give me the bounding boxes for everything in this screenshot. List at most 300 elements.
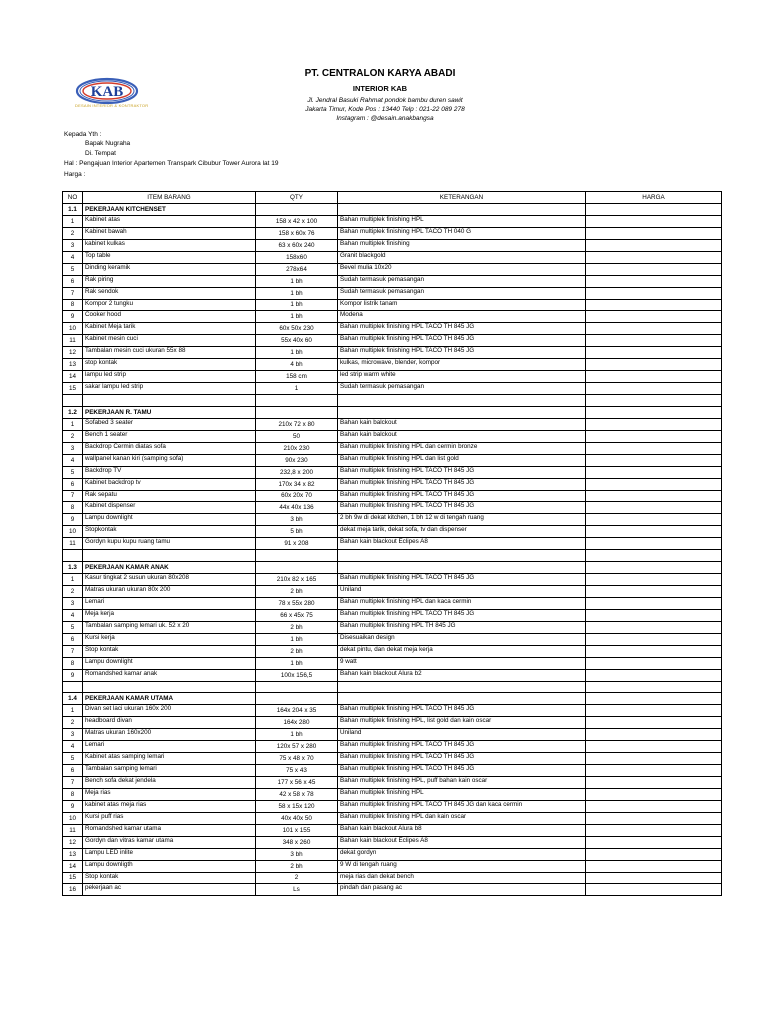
table-row bbox=[63, 657, 722, 669]
row-number: 10 bbox=[63, 812, 83, 824]
item-qty: Ls bbox=[256, 884, 338, 896]
item-keterangan: Bahan multiplek finishing HPL dan kain oscar bbox=[338, 812, 586, 824]
item-name: wallpanel kanan kiri (samping sofa) bbox=[83, 454, 256, 466]
row-number: 5 bbox=[63, 263, 83, 275]
table-row bbox=[63, 490, 722, 502]
item-name: Kompor 2 tungku bbox=[83, 299, 256, 311]
row-number: 9 bbox=[63, 800, 83, 812]
item-qty: 42 x 58 x 78 bbox=[256, 788, 338, 800]
item-harga bbox=[586, 777, 722, 789]
item-keterangan: Bahan kain balckout bbox=[338, 418, 586, 430]
item-name: Lemari bbox=[83, 741, 256, 753]
item-qty: 164x 280 bbox=[256, 717, 338, 729]
item-name: Meja rias bbox=[83, 788, 256, 800]
table-row bbox=[63, 777, 722, 789]
table-row bbox=[63, 609, 722, 621]
address-line: Jl. Jendral Basuki Rahmat pondok bambu duren sawit bbox=[307, 97, 463, 104]
item-name: Top table bbox=[83, 251, 256, 263]
item-qty: 66 x 45x 75 bbox=[256, 609, 338, 621]
section-number: 1.4 bbox=[63, 693, 83, 705]
row-number: 8 bbox=[63, 502, 83, 514]
item-qty: 1 bh bbox=[256, 287, 338, 299]
svg-text:KAB: KAB bbox=[90, 84, 124, 100]
item-qty: 40x 40x 50 bbox=[256, 812, 338, 824]
item-harga bbox=[586, 800, 722, 812]
table-row bbox=[63, 848, 722, 860]
item-keterangan: Bahan multiplek finishing HPL TACO TH 845 JG dan kaca cermin bbox=[338, 800, 586, 812]
row-number: 3 bbox=[63, 729, 83, 741]
item-qty: 1 bh bbox=[256, 633, 338, 645]
item-harga bbox=[586, 239, 722, 251]
row-number: 5 bbox=[63, 466, 83, 478]
col-header-harga: HARGA bbox=[586, 192, 722, 204]
item-name: stop kontak bbox=[83, 359, 256, 371]
row-number: 4 bbox=[63, 454, 83, 466]
row-number: 10 bbox=[63, 526, 83, 538]
item-keterangan: Bevel mulia 10x20 bbox=[338, 263, 586, 275]
row-number: 9 bbox=[63, 514, 83, 526]
row-number: 8 bbox=[63, 299, 83, 311]
table-row bbox=[63, 263, 722, 275]
row-number: 4 bbox=[63, 251, 83, 263]
table-row bbox=[63, 538, 722, 550]
item-keterangan: Bahan multiplek finishing HPL TACO TH 845 JG bbox=[338, 490, 586, 502]
row-number: 15 bbox=[63, 383, 83, 395]
item-name: Tambalan samping lemari bbox=[83, 765, 256, 777]
table-row bbox=[63, 418, 722, 430]
item-harga bbox=[586, 418, 722, 430]
table-row bbox=[63, 884, 722, 896]
empty-cell bbox=[256, 681, 338, 693]
item-name: Kabinet dispenser bbox=[83, 502, 256, 514]
table-row bbox=[63, 275, 722, 287]
item-keterangan: Bahan multiplek finishing HPL TACO TH 845 JG bbox=[338, 335, 586, 347]
item-harga bbox=[586, 347, 722, 359]
row-number: 15 bbox=[63, 872, 83, 884]
item-harga bbox=[586, 371, 722, 383]
item-name: Tambalan samping lemari uk. 52 x 20 bbox=[83, 621, 256, 633]
item-name: Kasur tingkat 2 susun ukuran 80x208 bbox=[83, 574, 256, 586]
item-qty: 63 x 60x 240 bbox=[256, 239, 338, 251]
item-keterangan: 9 W di tengah ruang bbox=[338, 860, 586, 872]
item-harga bbox=[586, 574, 722, 586]
table-row bbox=[63, 788, 722, 800]
section-row bbox=[63, 204, 722, 216]
item-harga bbox=[586, 765, 722, 777]
item-harga bbox=[586, 251, 722, 263]
table-row bbox=[63, 239, 722, 251]
item-name: Romandshed kamar utama bbox=[83, 824, 256, 836]
item-qty: 170x 34 x 82 bbox=[256, 478, 338, 490]
table-row bbox=[63, 251, 722, 263]
item-keterangan: dekat gordyn bbox=[338, 848, 586, 860]
item-name: Bench 1 seater bbox=[83, 430, 256, 442]
section-title: PEKERJAAN KAMAR ANAK bbox=[83, 562, 256, 574]
row-number: 8 bbox=[63, 788, 83, 800]
table-row bbox=[63, 741, 722, 753]
item-name: Kabinet atas samping lemari bbox=[83, 753, 256, 765]
instagram-line: Instagram : @desain.anakbangsa bbox=[336, 115, 434, 122]
item-qty: 120x 57 x 280 bbox=[256, 741, 338, 753]
item-keterangan: Bahan multiplek finishing HPL TH 845 JG bbox=[338, 621, 586, 633]
item-harga bbox=[586, 860, 722, 872]
row-number: 11 bbox=[63, 824, 83, 836]
row-number: 6 bbox=[63, 633, 83, 645]
table-header-row bbox=[63, 192, 722, 204]
row-number: 5 bbox=[63, 753, 83, 765]
item-qty: 232,8 x 200 bbox=[256, 466, 338, 478]
row-number: 3 bbox=[63, 597, 83, 609]
item-qty: 1 bh bbox=[256, 657, 338, 669]
section-number: 1.2 bbox=[63, 406, 83, 418]
item-harga bbox=[586, 335, 722, 347]
item-keterangan: Bahan multiplek finishing HPL TACO TH 845 JG bbox=[338, 502, 586, 514]
item-qty: 158 cm bbox=[256, 371, 338, 383]
table-row bbox=[63, 705, 722, 717]
item-name: Lampu downlight bbox=[83, 514, 256, 526]
empty-cell bbox=[338, 395, 586, 407]
empty-cell bbox=[63, 550, 83, 562]
table-row bbox=[63, 765, 722, 777]
spacer-row bbox=[63, 550, 722, 562]
item-name: Backdrop Cermin diatas sofa bbox=[83, 442, 256, 454]
item-harga bbox=[586, 848, 722, 860]
item-keterangan: Disesuaikan design bbox=[338, 633, 586, 645]
item-harga bbox=[586, 526, 722, 538]
row-number: 11 bbox=[63, 335, 83, 347]
item-harga bbox=[586, 621, 722, 633]
item-name: Rak sepatu bbox=[83, 490, 256, 502]
harga-cell bbox=[586, 562, 722, 574]
table-row bbox=[63, 383, 722, 395]
item-keterangan: Uniland bbox=[338, 729, 586, 741]
item-name: Rak piring bbox=[83, 275, 256, 287]
item-name: Stop kontak bbox=[83, 645, 256, 657]
item-name: Kabinet bawah bbox=[83, 227, 256, 239]
table-row bbox=[63, 311, 722, 323]
section-row bbox=[63, 562, 722, 574]
table-row bbox=[63, 359, 722, 371]
item-qty: 1 bh bbox=[256, 275, 338, 287]
row-number: 2 bbox=[63, 430, 83, 442]
item-name: Kabinet mesin cuci bbox=[83, 335, 256, 347]
item-harga bbox=[586, 645, 722, 657]
item-keterangan: Bahan multiplek finishing HPL TACO TH 845 JG bbox=[338, 466, 586, 478]
empty-cell bbox=[256, 395, 338, 407]
item-qty: 158x60 bbox=[256, 251, 338, 263]
item-name: sakar lampu led strip bbox=[83, 383, 256, 395]
item-qty: 101 x 155 bbox=[256, 824, 338, 836]
row-number: 13 bbox=[63, 848, 83, 860]
item-harga bbox=[586, 299, 722, 311]
table-row bbox=[63, 836, 722, 848]
table-row bbox=[63, 454, 722, 466]
row-number: 13 bbox=[63, 359, 83, 371]
table-row bbox=[63, 645, 722, 657]
item-keterangan: Bahan multiplek finishing HPL TACO TH 845 JG bbox=[338, 574, 586, 586]
table-row bbox=[63, 215, 722, 227]
item-keterangan: Modena bbox=[338, 311, 586, 323]
item-keterangan: Bahan multiplek finishing HPL TACO TH 845 JG bbox=[338, 741, 586, 753]
item-harga bbox=[586, 586, 722, 598]
item-harga bbox=[586, 215, 722, 227]
item-harga bbox=[586, 884, 722, 896]
item-keterangan: Sudah termasuk pemasangan bbox=[338, 287, 586, 299]
item-qty: 3 bh bbox=[256, 848, 338, 860]
item-harga bbox=[586, 657, 722, 669]
subject-line: Hal : Pengajuan Interior Apartemen Transpark Cibubur Tower Aurora lat 19 bbox=[64, 160, 279, 167]
item-harga bbox=[586, 824, 722, 836]
item-name: Matras ukuran 160x200 bbox=[83, 729, 256, 741]
item-qty: 50 bbox=[256, 430, 338, 442]
col-header-keterangan: KETERANGAN bbox=[338, 192, 586, 204]
item-harga bbox=[586, 705, 722, 717]
item-harga bbox=[586, 836, 722, 848]
item-qty: 78 x 55x 280 bbox=[256, 597, 338, 609]
row-number: 9 bbox=[63, 311, 83, 323]
table-row bbox=[63, 621, 722, 633]
spacer-row bbox=[63, 395, 722, 407]
table-row bbox=[63, 574, 722, 586]
item-qty: 2 bh bbox=[256, 586, 338, 598]
item-name: Meja kerja bbox=[83, 609, 256, 621]
item-name: Gordyn dan vitras kamar utama bbox=[83, 836, 256, 848]
item-name: kabinet kulkas bbox=[83, 239, 256, 251]
table-row bbox=[63, 860, 722, 872]
row-number: 12 bbox=[63, 347, 83, 359]
item-keterangan: Bahan multiplek finishing HPL TACO TH 040 G bbox=[338, 227, 586, 239]
item-harga bbox=[586, 514, 722, 526]
price-label: Harga : bbox=[64, 171, 86, 178]
item-keterangan: Bahan multiplek finishing HPL TACO TH 845 JG bbox=[338, 323, 586, 335]
empty-cell bbox=[63, 395, 83, 407]
item-keterangan: Kompor listrik tanam bbox=[338, 299, 586, 311]
company-name: PT. CENTRALON KARYA ABADI bbox=[304, 68, 456, 79]
table-row bbox=[63, 597, 722, 609]
item-keterangan: 2 bh 9w di dekat kitchen, 1 bh 12 w di tengah ruang bbox=[338, 514, 586, 526]
item-keterangan: Sudah termasuk pemasangan bbox=[338, 275, 586, 287]
row-number: 2 bbox=[63, 586, 83, 598]
keterangan-cell bbox=[338, 204, 586, 216]
empty-cell bbox=[256, 550, 338, 562]
empty-cell bbox=[83, 550, 256, 562]
item-harga bbox=[586, 717, 722, 729]
item-keterangan: 9 watt bbox=[338, 657, 586, 669]
item-harga bbox=[586, 442, 722, 454]
item-keterangan: Bahan multiplek finishing HPL TACO TH 845 JG bbox=[338, 478, 586, 490]
table-row bbox=[63, 299, 722, 311]
item-qty: 164x 204 x 35 bbox=[256, 705, 338, 717]
item-harga bbox=[586, 490, 722, 502]
row-number: 3 bbox=[63, 442, 83, 454]
table-row bbox=[63, 586, 722, 598]
item-harga bbox=[586, 275, 722, 287]
row-number: 1 bbox=[63, 705, 83, 717]
row-number: 7 bbox=[63, 287, 83, 299]
item-keterangan: led strip warm white bbox=[338, 371, 586, 383]
table-row bbox=[63, 824, 722, 836]
item-keterangan: Bahan multiplek finishing bbox=[338, 239, 586, 251]
item-qty: 278x64 bbox=[256, 263, 338, 275]
item-qty: 2 bh bbox=[256, 621, 338, 633]
item-name: Divan set laci ukuran 160x 200 bbox=[83, 705, 256, 717]
item-harga bbox=[586, 454, 722, 466]
row-number: 7 bbox=[63, 645, 83, 657]
item-keterangan: Bahan kain blackout Eclipes A8 bbox=[338, 538, 586, 550]
empty-cell bbox=[586, 395, 722, 407]
item-name: headboard divan bbox=[83, 717, 256, 729]
item-keterangan: Bahan multiplek finishing HPL dan list gold bbox=[338, 454, 586, 466]
item-name: lampu led strip bbox=[83, 371, 256, 383]
item-keterangan: Bahan multiplek finishing HPL TACO TH 845 JG bbox=[338, 609, 586, 621]
table-row bbox=[63, 227, 722, 239]
item-keterangan: kulkas, microwave, blender, kompor bbox=[338, 359, 586, 371]
row-number: 14 bbox=[63, 371, 83, 383]
row-number: 1 bbox=[63, 215, 83, 227]
harga-cell bbox=[586, 204, 722, 216]
item-qty: 4 bh bbox=[256, 359, 338, 371]
item-qty: 1 bh bbox=[256, 347, 338, 359]
item-harga bbox=[586, 502, 722, 514]
item-qty: 1 bbox=[256, 383, 338, 395]
table-row bbox=[63, 633, 722, 645]
harga-cell bbox=[586, 406, 722, 418]
item-harga bbox=[586, 753, 722, 765]
row-number: 14 bbox=[63, 860, 83, 872]
item-harga bbox=[586, 633, 722, 645]
item-keterangan: Bahan multiplek finishing HPL, list gold dan kain oscar bbox=[338, 717, 586, 729]
col-header-item: ITEM BARANG bbox=[83, 192, 256, 204]
section-title: PEKERJAAN R. TAMU bbox=[83, 406, 256, 418]
item-qty: 348 x 260 bbox=[256, 836, 338, 848]
item-qty: 1 bh bbox=[256, 299, 338, 311]
item-harga bbox=[586, 287, 722, 299]
table-row bbox=[63, 753, 722, 765]
item-name: Sofabed 3 seater bbox=[83, 418, 256, 430]
row-number: 2 bbox=[63, 227, 83, 239]
row-number: 6 bbox=[63, 765, 83, 777]
item-harga bbox=[586, 359, 722, 371]
item-harga bbox=[586, 741, 722, 753]
row-number: 1 bbox=[63, 418, 83, 430]
item-keterangan: Bahan multiplek finishing HPL bbox=[338, 215, 586, 227]
item-name: Backdrop TV bbox=[83, 466, 256, 478]
recipient-name: Bapak Nugraha bbox=[85, 140, 131, 147]
table-row bbox=[63, 442, 722, 454]
table-row bbox=[63, 347, 722, 359]
empty-cell bbox=[83, 681, 256, 693]
empty-cell bbox=[338, 550, 586, 562]
item-keterangan: Granit blackgold bbox=[338, 251, 586, 263]
row-number: 6 bbox=[63, 478, 83, 490]
item-keterangan: dekat meja tarik, dekat sofa, tv dan dispenser bbox=[338, 526, 586, 538]
table-row bbox=[63, 323, 722, 335]
empty-cell bbox=[83, 395, 256, 407]
item-qty: 55x 40x 60 bbox=[256, 335, 338, 347]
item-keterangan: Bahan multiplek finishing HPL, puff bahan kain oscar bbox=[338, 777, 586, 789]
item-harga bbox=[586, 729, 722, 741]
item-harga bbox=[586, 263, 722, 275]
item-name: Gordyn kupu kupu ruang tamu bbox=[83, 538, 256, 550]
item-qty: 60x 20x 70 bbox=[256, 490, 338, 502]
item-name: Kursi puff rias bbox=[83, 812, 256, 824]
table-row bbox=[63, 526, 722, 538]
item-keterangan: Bahan multiplek finishing HPL dan cermin bronze bbox=[338, 442, 586, 454]
item-name: Stopkontak bbox=[83, 526, 256, 538]
item-name: Tambalan mesin cuci ukuran 55x 88 bbox=[83, 347, 256, 359]
item-qty: 2 bh bbox=[256, 645, 338, 657]
row-number: 6 bbox=[63, 275, 83, 287]
table-row bbox=[63, 287, 722, 299]
section-number: 1.1 bbox=[63, 204, 83, 216]
item-qty: 90x 230 bbox=[256, 454, 338, 466]
item-keterangan: Bahan multiplek finishing HPL dan kaca cermin bbox=[338, 597, 586, 609]
item-qty: 1 bh bbox=[256, 311, 338, 323]
recipient-place: Di. Tempat bbox=[85, 150, 116, 157]
row-number: 12 bbox=[63, 836, 83, 848]
item-harga bbox=[586, 323, 722, 335]
item-name: Matras ukuran ukuran 80x 200 bbox=[83, 586, 256, 598]
qty-cell bbox=[256, 562, 338, 574]
item-harga bbox=[586, 872, 722, 884]
item-qty: 1 bh bbox=[256, 729, 338, 741]
section-title: PEKERJAAN KITCHENSET bbox=[83, 204, 256, 216]
phone-line: Jakarta Timur, Kode Pos : 13440 Telp : 021-22 089 278 bbox=[305, 106, 465, 113]
col-header-no: NO bbox=[63, 192, 83, 204]
item-name: Lampu LED inlite bbox=[83, 848, 256, 860]
item-harga bbox=[586, 383, 722, 395]
qty-cell bbox=[256, 406, 338, 418]
item-name: Dinding keramik bbox=[83, 263, 256, 275]
table-row bbox=[63, 514, 722, 526]
item-qty: 158 x 42 x 100 bbox=[256, 215, 338, 227]
table-row bbox=[63, 669, 722, 681]
item-keterangan: Bahan multiplek finishing HPL TACO TH 845 JG bbox=[338, 705, 586, 717]
item-keterangan: Bahan kain blackout Alura b8 bbox=[338, 824, 586, 836]
item-name: Rak sendok bbox=[83, 287, 256, 299]
item-harga bbox=[586, 788, 722, 800]
logo-tagline: DESAIN INTERIOR & KONTRAKTOR bbox=[75, 103, 149, 108]
item-harga bbox=[586, 538, 722, 550]
empty-cell bbox=[586, 550, 722, 562]
items-table-body bbox=[63, 204, 722, 896]
item-name: Cooker hood bbox=[83, 311, 256, 323]
item-qty: 3 bh bbox=[256, 514, 338, 526]
table-row bbox=[63, 502, 722, 514]
item-qty: 177 x 56 x 45 bbox=[256, 777, 338, 789]
row-number: 3 bbox=[63, 239, 83, 251]
row-number: 2 bbox=[63, 717, 83, 729]
item-qty: 58 x 15x 120 bbox=[256, 800, 338, 812]
section-row bbox=[63, 406, 722, 418]
item-keterangan: meja rias dan dekat bench bbox=[338, 872, 586, 884]
row-number: 16 bbox=[63, 884, 83, 896]
item-name: pekerjaan ac bbox=[83, 884, 256, 896]
section-row bbox=[63, 693, 722, 705]
spacer-row bbox=[63, 681, 722, 693]
keterangan-cell bbox=[338, 693, 586, 705]
row-number: 4 bbox=[63, 741, 83, 753]
item-qty: 210x 72 x 80 bbox=[256, 418, 338, 430]
keterangan-cell bbox=[338, 406, 586, 418]
company-subname: INTERIOR KAB bbox=[352, 84, 408, 93]
row-number: 5 bbox=[63, 621, 83, 633]
row-number: 10 bbox=[63, 323, 83, 335]
qty-cell bbox=[256, 693, 338, 705]
item-keterangan: Bahan multiplek finishing HPL TACO TH 845 JG bbox=[338, 765, 586, 777]
table-row bbox=[63, 872, 722, 884]
item-name: Kabinet atas bbox=[83, 215, 256, 227]
